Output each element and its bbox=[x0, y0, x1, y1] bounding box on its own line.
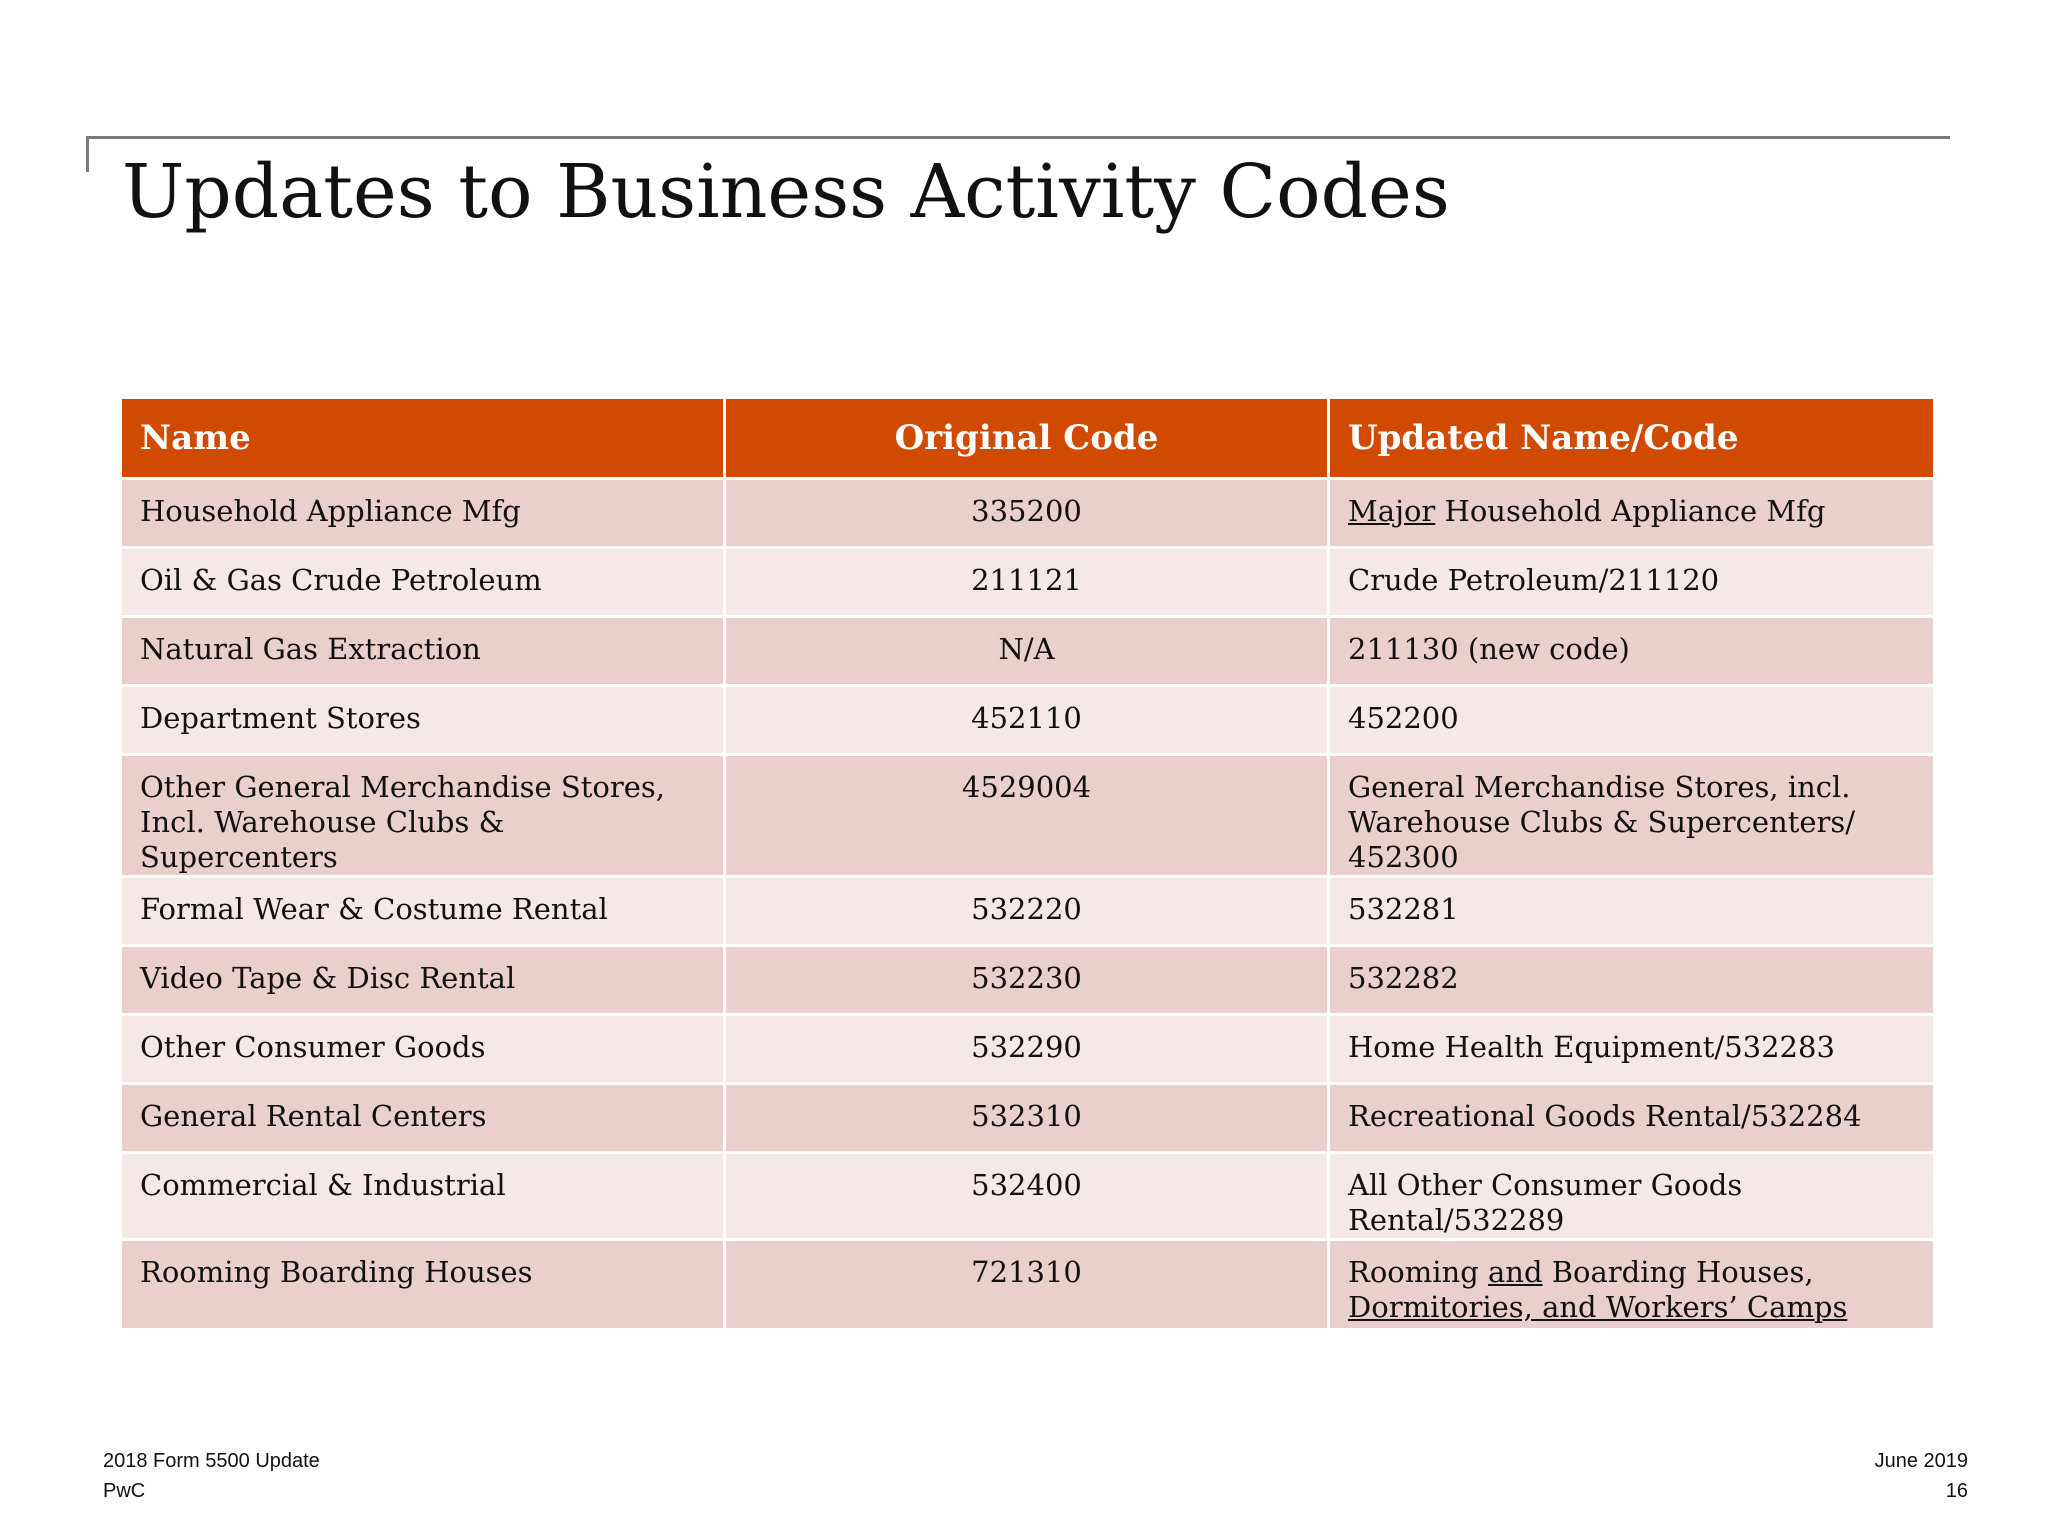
cell-original-code: 721310 bbox=[726, 1241, 1327, 1328]
cell-name: Other General Merchandise Stores, Incl. Warehouse Clubs & Supercenters bbox=[122, 756, 723, 875]
cell-name: Formal Wear & Costume Rental bbox=[122, 878, 723, 944]
column-header-original-code: Original Code bbox=[726, 399, 1327, 477]
table-row bbox=[122, 878, 1933, 944]
cell-updated bbox=[1330, 1085, 1933, 1151]
table-row bbox=[122, 1154, 1933, 1238]
cell-updated-text: 211130 (new code) bbox=[1348, 632, 1630, 666]
cell-updated-text: Rooming bbox=[1348, 1255, 1488, 1289]
cell-name: Department Stores bbox=[122, 687, 723, 753]
cell-updated bbox=[1330, 687, 1933, 753]
table-header bbox=[122, 399, 1933, 477]
slide-title: Updates to Business Activity Codes bbox=[122, 149, 1450, 235]
business-codes-table bbox=[119, 396, 1936, 1331]
cell-original-code: 532230 bbox=[726, 947, 1327, 1013]
cell-updated-underlined: Dormitories, and Workers’ Camps bbox=[1348, 1290, 1848, 1324]
cell-updated-text: 532282 bbox=[1348, 961, 1459, 995]
table-row bbox=[122, 1085, 1933, 1151]
footer-document-title: 2018 Form 5500 Update bbox=[103, 1450, 320, 1472]
cell-updated bbox=[1330, 1154, 1933, 1238]
cell-name: Rooming Boarding Houses bbox=[122, 1241, 723, 1328]
footer-company: PwC bbox=[103, 1480, 146, 1502]
cell-updated-text: Household Appliance Mfg bbox=[1435, 494, 1826, 528]
cell-name: Household Appliance Mfg bbox=[122, 480, 723, 546]
cell-name: Other Consumer Goods bbox=[122, 1016, 723, 1082]
cell-updated-text: All Other Consumer Goods Rental/532289 bbox=[1348, 1168, 1743, 1237]
cell-updated-text: Recreational Goods Rental/532284 bbox=[1348, 1099, 1862, 1133]
cell-updated bbox=[1330, 480, 1933, 546]
table-row bbox=[122, 480, 1933, 546]
cell-name: Oil & Gas Crude Petroleum bbox=[122, 549, 723, 615]
cell-original-code: N/A bbox=[726, 618, 1327, 684]
cell-updated-underlined: and bbox=[1488, 1255, 1543, 1289]
table-row bbox=[122, 549, 1933, 615]
table-body bbox=[122, 480, 1933, 1328]
cell-original-code: 211121 bbox=[726, 549, 1327, 615]
cell-updated bbox=[1330, 947, 1933, 1013]
table-row bbox=[122, 618, 1933, 684]
cell-updated bbox=[1330, 549, 1933, 615]
table-header-row bbox=[122, 399, 1933, 477]
cell-original-code: 532310 bbox=[726, 1085, 1327, 1151]
cell-name: Video Tape & Disc Rental bbox=[122, 947, 723, 1013]
table-row bbox=[122, 687, 1933, 753]
table-row bbox=[122, 756, 1933, 875]
cell-updated-text: Crude Petroleum/211120 bbox=[1348, 563, 1720, 597]
cell-updated bbox=[1330, 878, 1933, 944]
cell-original-code: 4529004 bbox=[726, 756, 1327, 875]
cell-original-code: 335200 bbox=[726, 480, 1327, 546]
table-row bbox=[122, 947, 1933, 1013]
cell-updated-text: Boarding Houses, bbox=[1542, 1255, 1814, 1289]
table-row bbox=[122, 1016, 1933, 1082]
cell-updated bbox=[1330, 756, 1933, 875]
cell-updated bbox=[1330, 1016, 1933, 1082]
cell-name: Commercial & Industrial bbox=[122, 1154, 723, 1238]
footer-date: June 2019 bbox=[1874, 1450, 1968, 1472]
cell-name: Natural Gas Extraction bbox=[122, 618, 723, 684]
cell-name: General Rental Centers bbox=[122, 1085, 723, 1151]
cell-updated-underlined: Major bbox=[1348, 494, 1436, 528]
title-rule bbox=[86, 136, 1950, 139]
footer-page-number: 16 bbox=[1945, 1480, 1968, 1502]
cell-updated bbox=[1330, 1241, 1933, 1328]
cell-original-code: 452110 bbox=[726, 687, 1327, 753]
table-row bbox=[122, 1241, 1933, 1328]
cell-updated-text: Home Health Equipment/532283 bbox=[1348, 1030, 1835, 1064]
cell-updated-text: 532281 bbox=[1348, 892, 1459, 926]
cell-original-code: 532290 bbox=[726, 1016, 1327, 1082]
column-header-updated-name-code: Updated Name/Code bbox=[1330, 399, 1933, 477]
cell-updated-text: 452200 bbox=[1348, 701, 1459, 735]
column-header-name: Name bbox=[122, 399, 723, 477]
cell-original-code: 532220 bbox=[726, 878, 1327, 944]
cell-updated bbox=[1330, 618, 1933, 684]
title-rule-corner bbox=[86, 136, 89, 172]
cell-updated-text: General Merchandise Stores, incl. Warehouse Clubs & Supercenters/ 452300 bbox=[1348, 770, 1856, 874]
cell-original-code: 532400 bbox=[726, 1154, 1327, 1238]
